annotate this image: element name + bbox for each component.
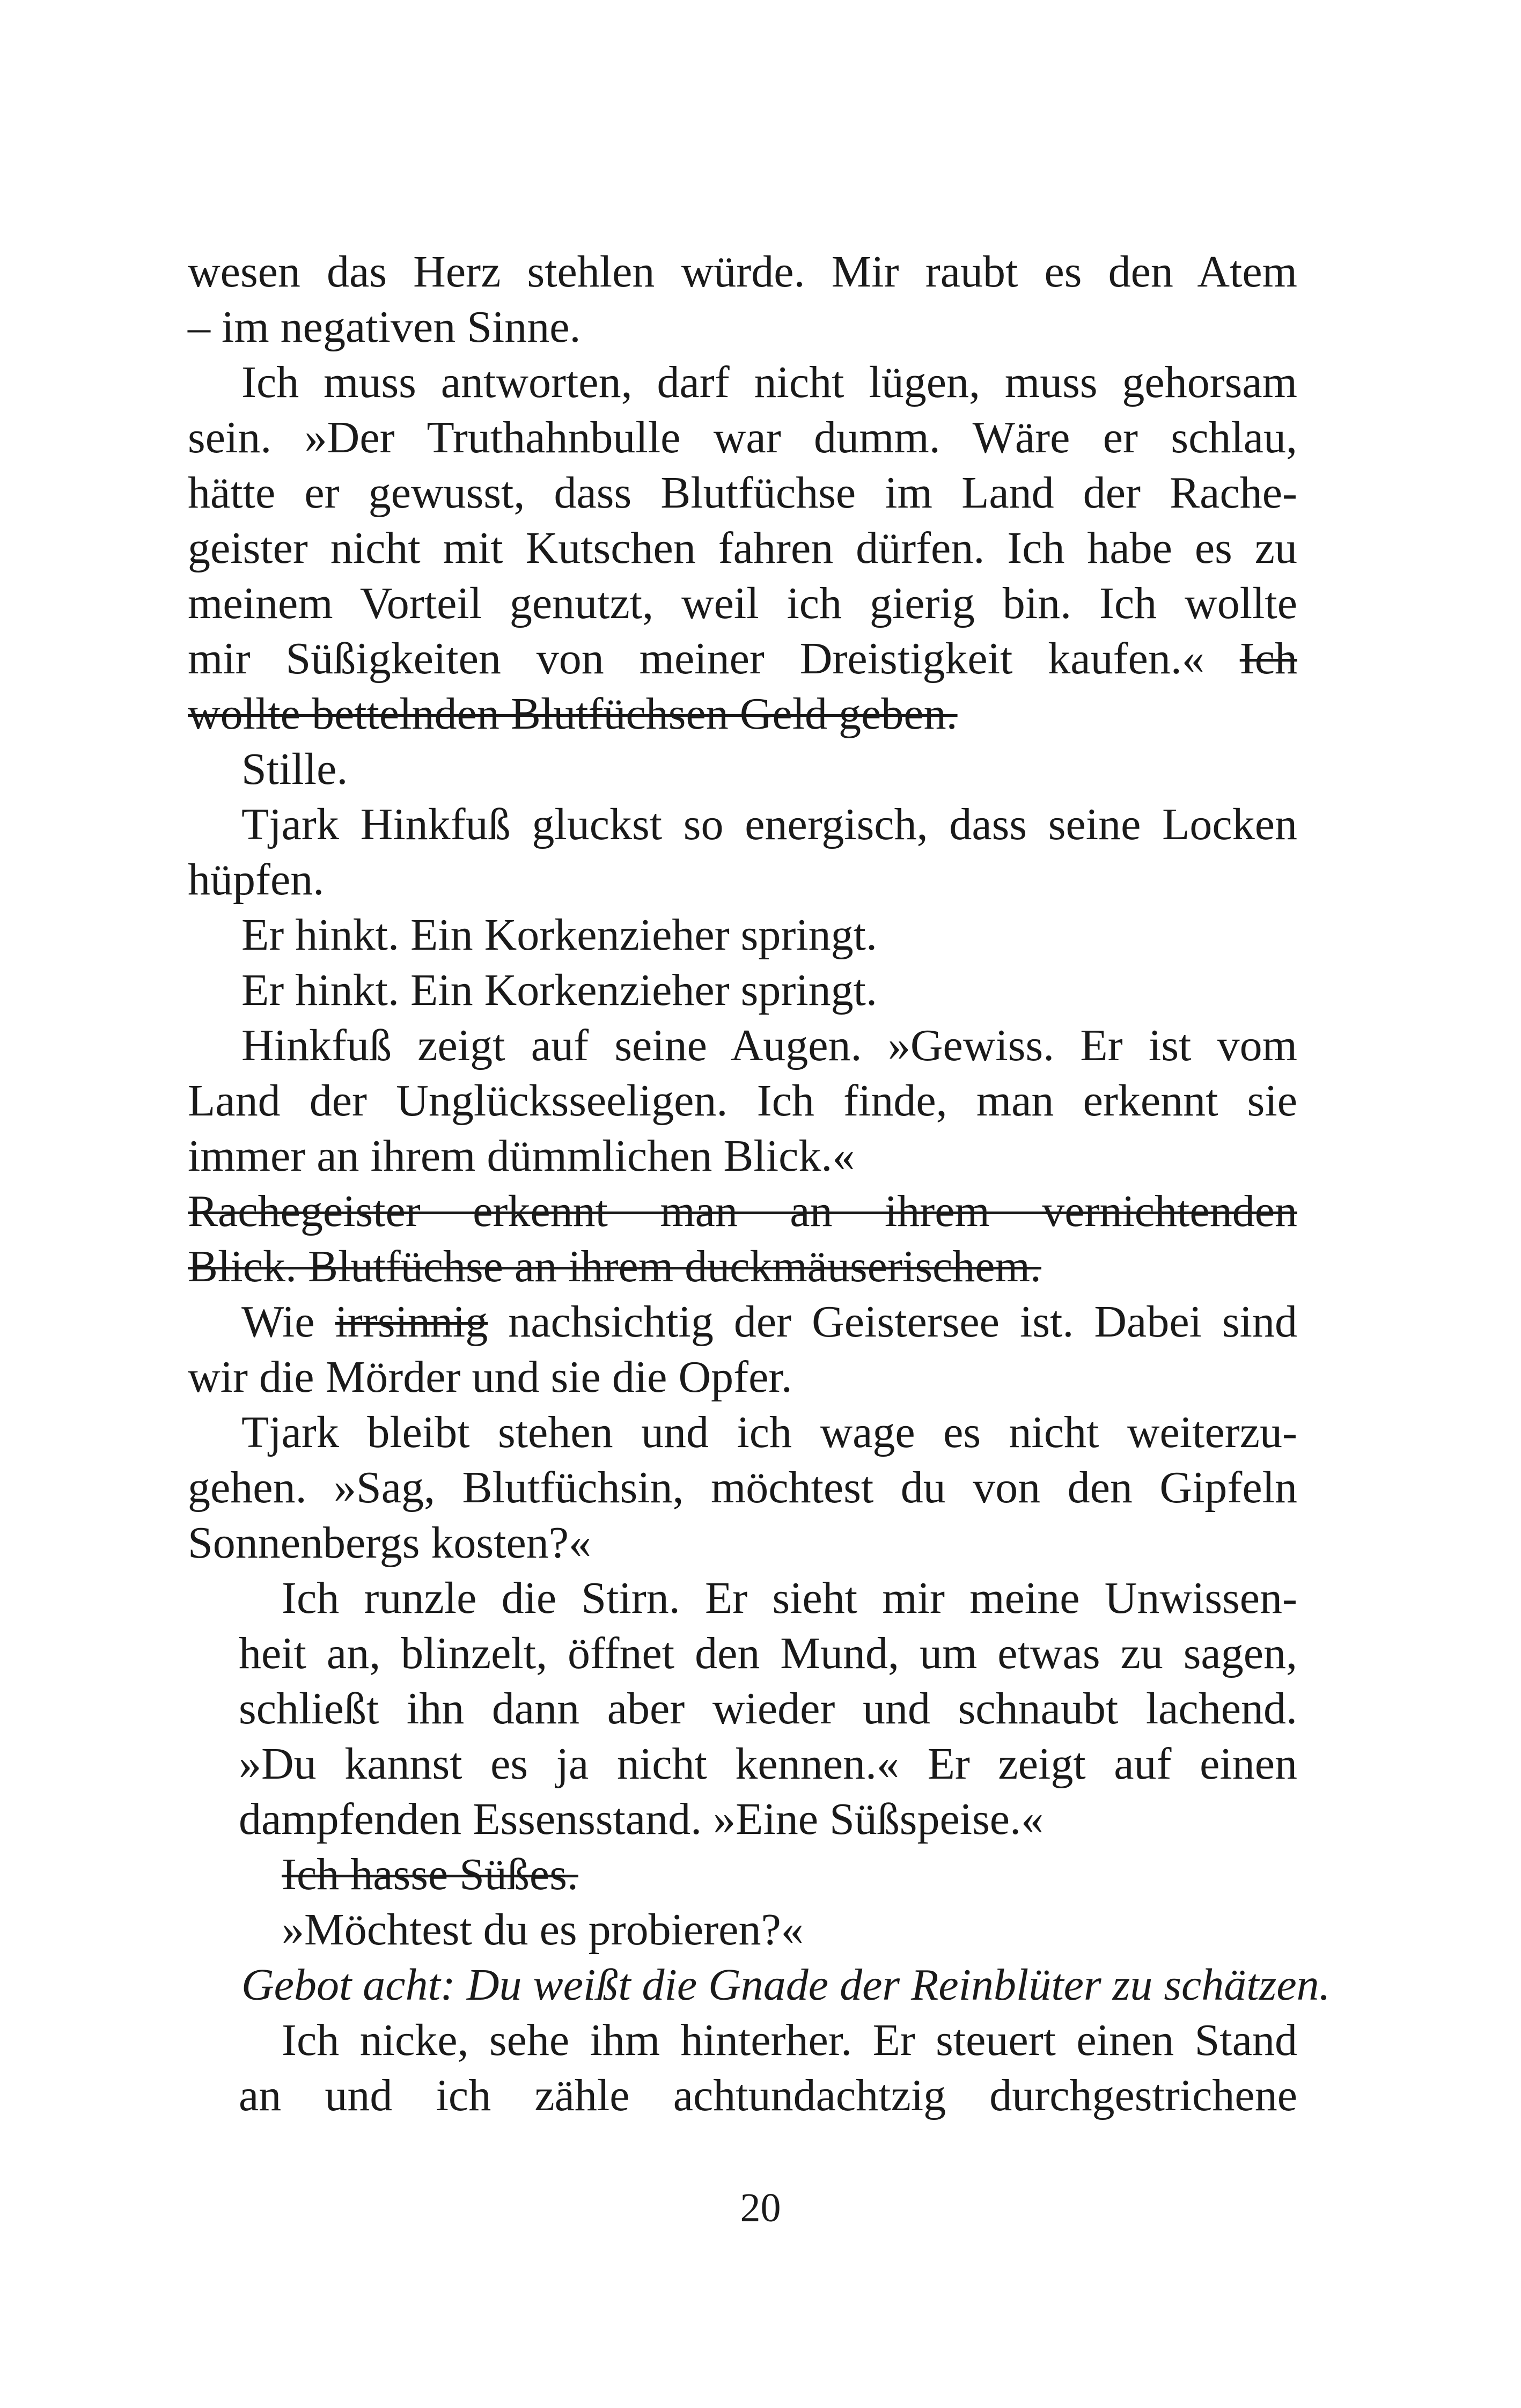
- text-segment: Ich runzle die Stirn. Er sieht mir meine Unwissen-: [282, 1573, 1297, 1623]
- text-line: [188, 686, 1297, 742]
- text-segment: wesen das Herz stehlen würde. Mir raubt es den Atem: [188, 247, 1297, 297]
- struck-text: irrsinnig: [335, 1297, 488, 1347]
- text-segment: – im negativen Sinne.: [188, 302, 581, 352]
- text-segment: Stille.: [241, 744, 348, 794]
- text-line: [188, 1902, 1297, 1957]
- text-segment: geister nicht mit Kutschen fahren dürfen. Ich habe es zu: [188, 523, 1297, 573]
- text-segment: Tjark Hinkfuß gluckst so energisch, dass seine Locken: [241, 799, 1297, 849]
- page-number: 20: [740, 2185, 781, 2230]
- text-line: [188, 299, 1297, 355]
- text-line: [188, 1570, 1297, 1626]
- text-segment: Tjark bleibt stehen und ich wage es nicht weiterzu-: [241, 1407, 1297, 1457]
- text-line: [188, 1239, 1297, 1294]
- text-line: [188, 1405, 1297, 1460]
- text-segment: Wie: [241, 1297, 335, 1347]
- text-line: [188, 410, 1297, 465]
- text-line: [188, 1294, 1297, 1349]
- text-segment: Sonnenbergs kosten?«: [188, 1518, 592, 1568]
- text-segment: dampfenden Essensstand. »Eine Süßspeise.«: [239, 1794, 1044, 1844]
- text-segment: hätte er gewusst, dass Blutfüchse im Land der Rache-: [188, 468, 1297, 518]
- body-text: [188, 244, 1331, 2123]
- text-segment: heit an, blinzelt, öffnet den Mund, um etwas zu sagen,: [239, 1628, 1297, 1678]
- text-line: [188, 742, 1297, 797]
- text-segment: mir Süßigkeiten von meiner Dreistigkeit kaufen.«: [188, 634, 1240, 684]
- text-line: [188, 907, 1297, 963]
- text-line: [188, 1792, 1297, 1847]
- text-line: [188, 520, 1297, 576]
- text-segment: wir die Mörder und sie die Opfer.: [188, 1352, 792, 1402]
- text-line: [188, 355, 1297, 410]
- text-line: [188, 1515, 1297, 1570]
- text-segment: Er hinkt. Ein Korkenzieher springt.: [241, 965, 878, 1015]
- text-line: [188, 1626, 1297, 1681]
- text-segment: immer an ihrem dümmlichen Blick.«: [188, 1131, 855, 1181]
- text-line: [188, 852, 1297, 907]
- text-segment: Er hinkt. Ein Korkenzieher springt.: [241, 910, 878, 960]
- text-line: [188, 1847, 1297, 1902]
- text-segment: Land der Unglücksseeligen. Ich finde, man erkennt sie: [188, 1076, 1297, 1126]
- text-segment: »Möchtest du es probieren?«: [282, 1905, 804, 1955]
- text-line: [188, 1128, 1297, 1184]
- text-segment: nachsichtig der Geistersee ist. Dabei sind: [488, 1297, 1297, 1347]
- text-line: [188, 1681, 1297, 1736]
- text-segment: Ich muss antworten, darf nicht lügen, muss gehorsam: [241, 357, 1297, 407]
- text-line: [188, 2013, 1297, 2068]
- text-segment: »Du kannst es ja nicht kennen.« Er zeigt auf einen: [239, 1739, 1297, 1789]
- text-segment: hüpfen.: [188, 855, 325, 905]
- text-line: [188, 1073, 1297, 1128]
- struck-text: Ich: [1239, 634, 1297, 684]
- text-line: [188, 244, 1297, 299]
- text-segment: sein. »Der Truthahnbulle war dumm. Wäre er schlau,: [188, 413, 1297, 462]
- text-line: [188, 631, 1297, 686]
- text-line: [188, 1957, 1331, 2013]
- struck-text: Blick. Blutfüchse an ihrem duckmäuserischem.: [188, 1242, 1041, 1291]
- text-segment: meinem Vorteil genutzt, weil ich gierig bin. Ich wollte: [188, 578, 1297, 628]
- text-line: [188, 963, 1297, 1018]
- text-segment: schließt ihn dann aber wieder und schnaubt lachend.: [239, 1684, 1297, 1734]
- text-line: [188, 797, 1297, 852]
- text-line: [188, 2068, 1297, 2123]
- text-line: [188, 1460, 1297, 1515]
- struck-text: Ich hasse Süßes.: [282, 1849, 578, 1899]
- struck-text: wollte bettelnden Blutfüchsen Geld geben.: [188, 689, 958, 739]
- text-segment: Ich nicke, sehe ihm hinterher. Er steuert einen Stand: [282, 2015, 1297, 2065]
- text-line: [188, 1736, 1297, 1792]
- italic-text: Gebot acht: Du weißt die Gnade der Reinblüter zu schätzen.: [241, 1960, 1331, 2010]
- text-line: [188, 1184, 1297, 1239]
- text-line: [188, 576, 1297, 631]
- struck-text: Rachegeister erkennt man an ihrem vernichtenden: [188, 1186, 1297, 1236]
- text-line: [188, 1349, 1297, 1405]
- text-segment: an und ich zähle achtundachtzig durchgestrichene: [239, 2071, 1297, 2120]
- text-line: [188, 465, 1297, 520]
- text-segment: Hinkfuß zeigt auf seine Augen. »Gewiss. Er ist vom: [241, 1021, 1297, 1070]
- text-segment: gehen. »Sag, Blutfüchsin, möchtest du von den Gipfeln: [188, 1463, 1297, 1513]
- text-line: [188, 1018, 1297, 1073]
